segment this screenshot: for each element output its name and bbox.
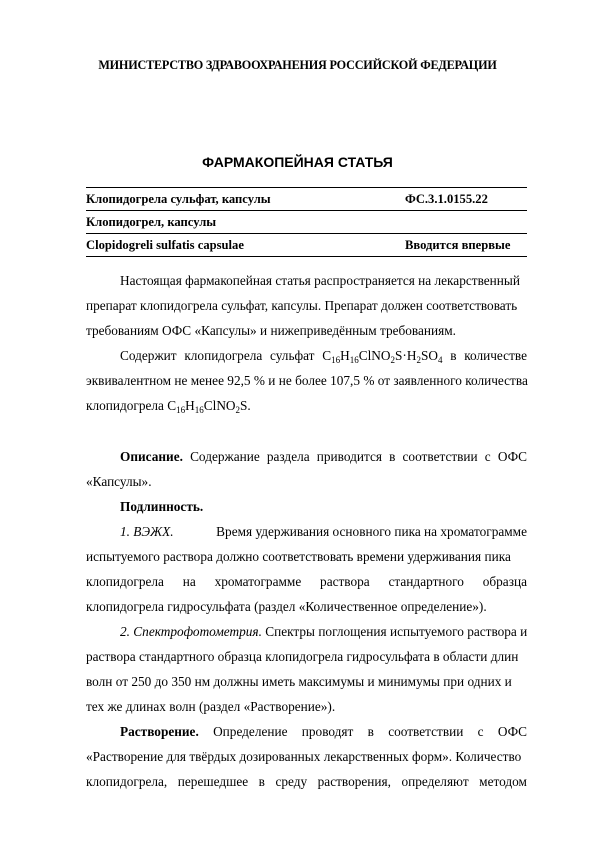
intro-paragraph-line: препарат клопидогрела сульфат, капсулы. Препарат должен соответствовать [86, 298, 518, 313]
header-rule-2 [86, 233, 527, 234]
article-code: ФС.3.1.0155.22 [405, 192, 488, 206]
content-paragraph-line: Содержит клопидогрела сульфат $C_{16}H_{16}ClNO_2S\cdot H_2SO_4$ в количестве [86, 343, 527, 368]
chemical-formula: $C_{16}H_{16}ClNO_2S$. [167, 398, 251, 415]
ministry-heading: МИНИСТЕРСТВО ЗДРАВООХРАНЕНИЯ РОССИЙСКОЙ ФЕДЕРАЦИИ [98, 58, 497, 72]
hplc-paragraph-line: клопидогрела на хроматограмме раствора стандартного образца [86, 574, 527, 589]
article-name-ru-short: Клопидогрел, капсулы [86, 215, 217, 229]
description-paragraph-line: Описание. Содержание раздела приводится в соответствии с ОФС [120, 449, 527, 464]
article-name-ru: Клопидогрела сульфат, капсулы [86, 192, 271, 206]
spectro-paragraph-line: волн от 250 до 350 нм должны иметь максимумы и минимумы при одних и [86, 674, 512, 689]
intro-paragraph-line: Настоящая фармакопейная статья распространяется на лекарственный [120, 273, 520, 288]
header-bottom-rule [86, 256, 527, 257]
spectro-paragraph-line: тех же длинах волн (раздел «Растворение»). [86, 699, 336, 714]
content-paragraph-line: клопидогрела $C_{16}H_{16}ClNO_2S$. [86, 398, 251, 415]
article-name-latin: Clopidogreli sulfatis capsulae [86, 238, 244, 252]
dissolution-paragraph-line: клопидогрела, перешедшее в среду растворения, определяют методом [86, 774, 527, 789]
content-paragraph-line: эквивалентном не менее 92,5 % и не более 107,5 % от заявленного количества [86, 373, 528, 388]
hplc-paragraph-line: 1. ВЭЖХ. Время удерживания основного пика на хроматограмме [120, 524, 527, 539]
document-type-title: ФАРМАКОПЕЙНАЯ СТАТЬЯ [202, 154, 393, 170]
header-top-rule [86, 187, 527, 188]
spectro-paragraph-line: 2. Спектрофотометрия. Спектры поглощения испытуемого раствора и [120, 624, 528, 639]
description-paragraph-line: «Капсулы». [86, 474, 152, 489]
dissolution-paragraph-line: Растворение. Определение проводят в соответствии с ОФС [120, 724, 527, 739]
intro-paragraph-line: требованиям ОФС «Капсулы» и нижеприведённым требованиям. [86, 323, 457, 338]
article-status: Вводится впервые [405, 238, 511, 252]
dissolution-paragraph-line: «Растворение для твёрдых дозированных лекарственных форм». Количество [86, 749, 522, 764]
hplc-paragraph-line: испытуемого раствора должно соответствовать времени удерживания пика [86, 549, 511, 564]
spectro-paragraph-line: раствора стандартного образца клопидогрела гидросульфата в области длин [86, 649, 519, 664]
chemical-formula: $C_{16}H_{16}ClNO_2S\cdot H_2SO_4$ [322, 348, 443, 365]
header-rule-1 [86, 210, 527, 211]
identity-heading: Подлинность. [120, 499, 204, 514]
hplc-paragraph-line: клопидогрела гидросульфата (раздел «Количественное определение»). [86, 599, 487, 614]
